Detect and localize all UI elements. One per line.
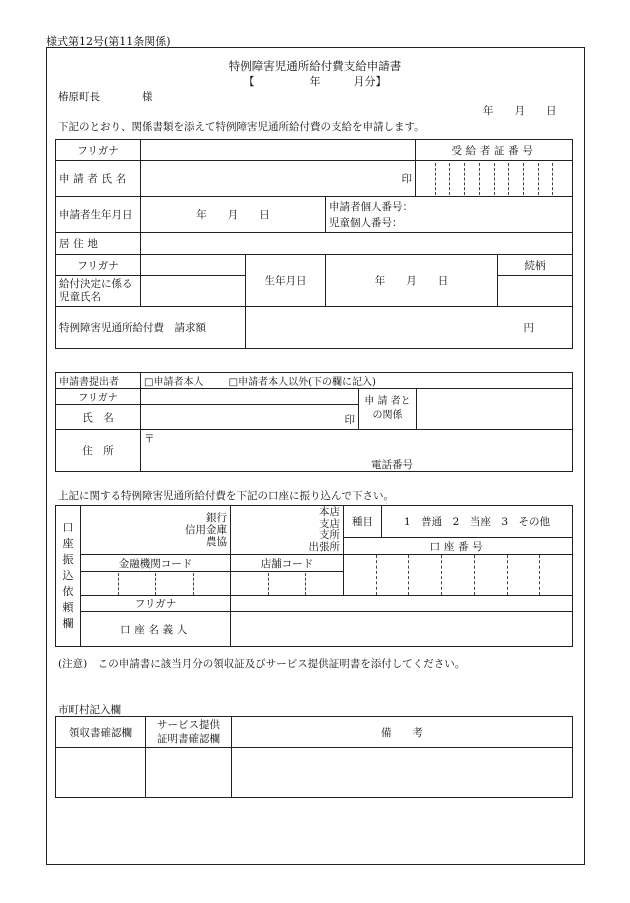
submitter-furigana-label: フリガナ <box>56 389 141 405</box>
account-no-boxes[interactable] <box>344 555 573 596</box>
recipient-no-label: 受給者証番号 <box>416 140 573 161</box>
submitter-relation-field[interactable] <box>417 389 573 430</box>
form-subtitle: 【 年 月分】 <box>243 75 387 88</box>
child-birth-value[interactable]: 年 月 日 <box>326 255 498 307</box>
applicant-birth-value[interactable]: 年 月 日 <box>141 197 326 233</box>
yen-unit: 円 <box>523 322 535 334</box>
child-furigana-field[interactable] <box>141 255 246 276</box>
receipt-check-label: 領収書確認欄 <box>56 717 146 748</box>
address-label: 居住地 <box>56 233 141 255</box>
submitter-options[interactable] <box>141 373 573 389</box>
phone-label: 電話番号 <box>371 459 413 471</box>
submitter-address-label: 住 所 <box>56 430 141 472</box>
remarks-label: 備 考 <box>232 717 573 748</box>
branch-code-boxes[interactable] <box>231 572 344 596</box>
remarks-field[interactable] <box>232 748 573 798</box>
branch-name-field[interactable]: 本店 支店 支所 出張所 <box>231 506 344 555</box>
submitter-address-field[interactable] <box>141 430 573 472</box>
address-field[interactable] <box>141 233 573 255</box>
municipal-title: 市町村記入欄 <box>58 704 121 716</box>
submitter-name-label: 氏 名 <box>56 405 141 430</box>
relation-label: 続柄 <box>498 255 573 276</box>
applicant-birth-label: 申請者生年月日 <box>56 197 141 233</box>
furigana-label: フリガナ <box>56 140 141 161</box>
submitter-table <box>55 372 573 472</box>
service-check-field[interactable] <box>146 748 232 798</box>
holder-label: 口座名義人 <box>81 612 231 647</box>
submitter-label: 申請書提出者 <box>56 373 141 389</box>
relation-field[interactable] <box>498 276 573 307</box>
form-title: 特例障害児通所給付費支給申請書 <box>228 59 402 73</box>
transfer-note: 上記に関する特例障害児通所給付費を下記の口座に振り込んで下さい。 <box>58 490 394 502</box>
date-line: 年 月 日 <box>483 105 557 117</box>
applicant-table <box>55 139 573 349</box>
recipient-no-boxes[interactable] <box>416 161 573 197</box>
claim-amount[interactable] <box>246 307 573 349</box>
addressee: 椿原町長 様 <box>58 91 153 103</box>
intro-text: 下記のとおり、関係書類を添えて特例障害児通所給付費の支給を申請します。 <box>58 121 425 133</box>
applicant-name-field[interactable] <box>141 161 416 197</box>
bank-code-label: 金融機関コード <box>81 555 231 572</box>
postal-mark: 〒 <box>144 433 155 445</box>
account-no-label: 口座番号 <box>344 538 573 555</box>
bank-side-label: 口座振込依頼欄 <box>56 506 81 647</box>
option-self[interactable]: □申請者本人 <box>144 377 204 388</box>
holder-field[interactable] <box>231 612 573 647</box>
applicant-name-label: 申請者氏名 <box>56 161 141 197</box>
my-number-applicant: 申請者個人番号： <box>329 200 413 213</box>
municipal-table <box>55 716 573 798</box>
child-furigana-label: フリガナ <box>56 255 141 276</box>
account-type-label: 種目 <box>344 506 382 538</box>
bank-name-field[interactable]: 銀行 信用金庫 農協 <box>81 506 231 555</box>
bank-table <box>55 505 573 647</box>
submitter-relation-label: 申 請 者との関係 <box>359 389 417 430</box>
child-name-label: 給付決定に係る児童氏名 <box>56 276 141 307</box>
claim-label: 特例障害児通所給付費 請求額 <box>56 307 246 349</box>
submitter-name-field[interactable] <box>141 405 359 430</box>
option-other[interactable]: □申請者本人以外(下の欄に記入) <box>228 377 376 388</box>
note-text: (注意) この申請書に該当月分の領収証及びサービス提供証明書を添付してください。 <box>58 658 466 670</box>
account-type-options[interactable]: 1 普通 2 当座 3 その他 <box>382 506 573 538</box>
furigana-field[interactable] <box>141 140 416 161</box>
my-number-child: 児童個人番号： <box>329 216 403 229</box>
form-number: 様式第12号(第11条関係) <box>46 35 171 48</box>
service-check-label: サービス提供 証明書確認欄 <box>146 717 232 748</box>
seal-mark: 印 <box>401 173 413 185</box>
receipt-check-field[interactable] <box>56 748 146 798</box>
branch-code-label: 店舗コード <box>231 555 344 572</box>
holder-furigana-field[interactable] <box>231 596 573 612</box>
bank-code-boxes[interactable] <box>81 572 231 596</box>
submitter-seal: 印 <box>344 414 355 426</box>
holder-furigana-label: フリガナ <box>81 596 231 612</box>
child-name-field[interactable] <box>141 276 246 307</box>
my-number-cell[interactable] <box>326 197 573 233</box>
child-birth-label: 生年月日 <box>246 255 326 307</box>
submitter-furigana-field[interactable] <box>141 389 359 405</box>
